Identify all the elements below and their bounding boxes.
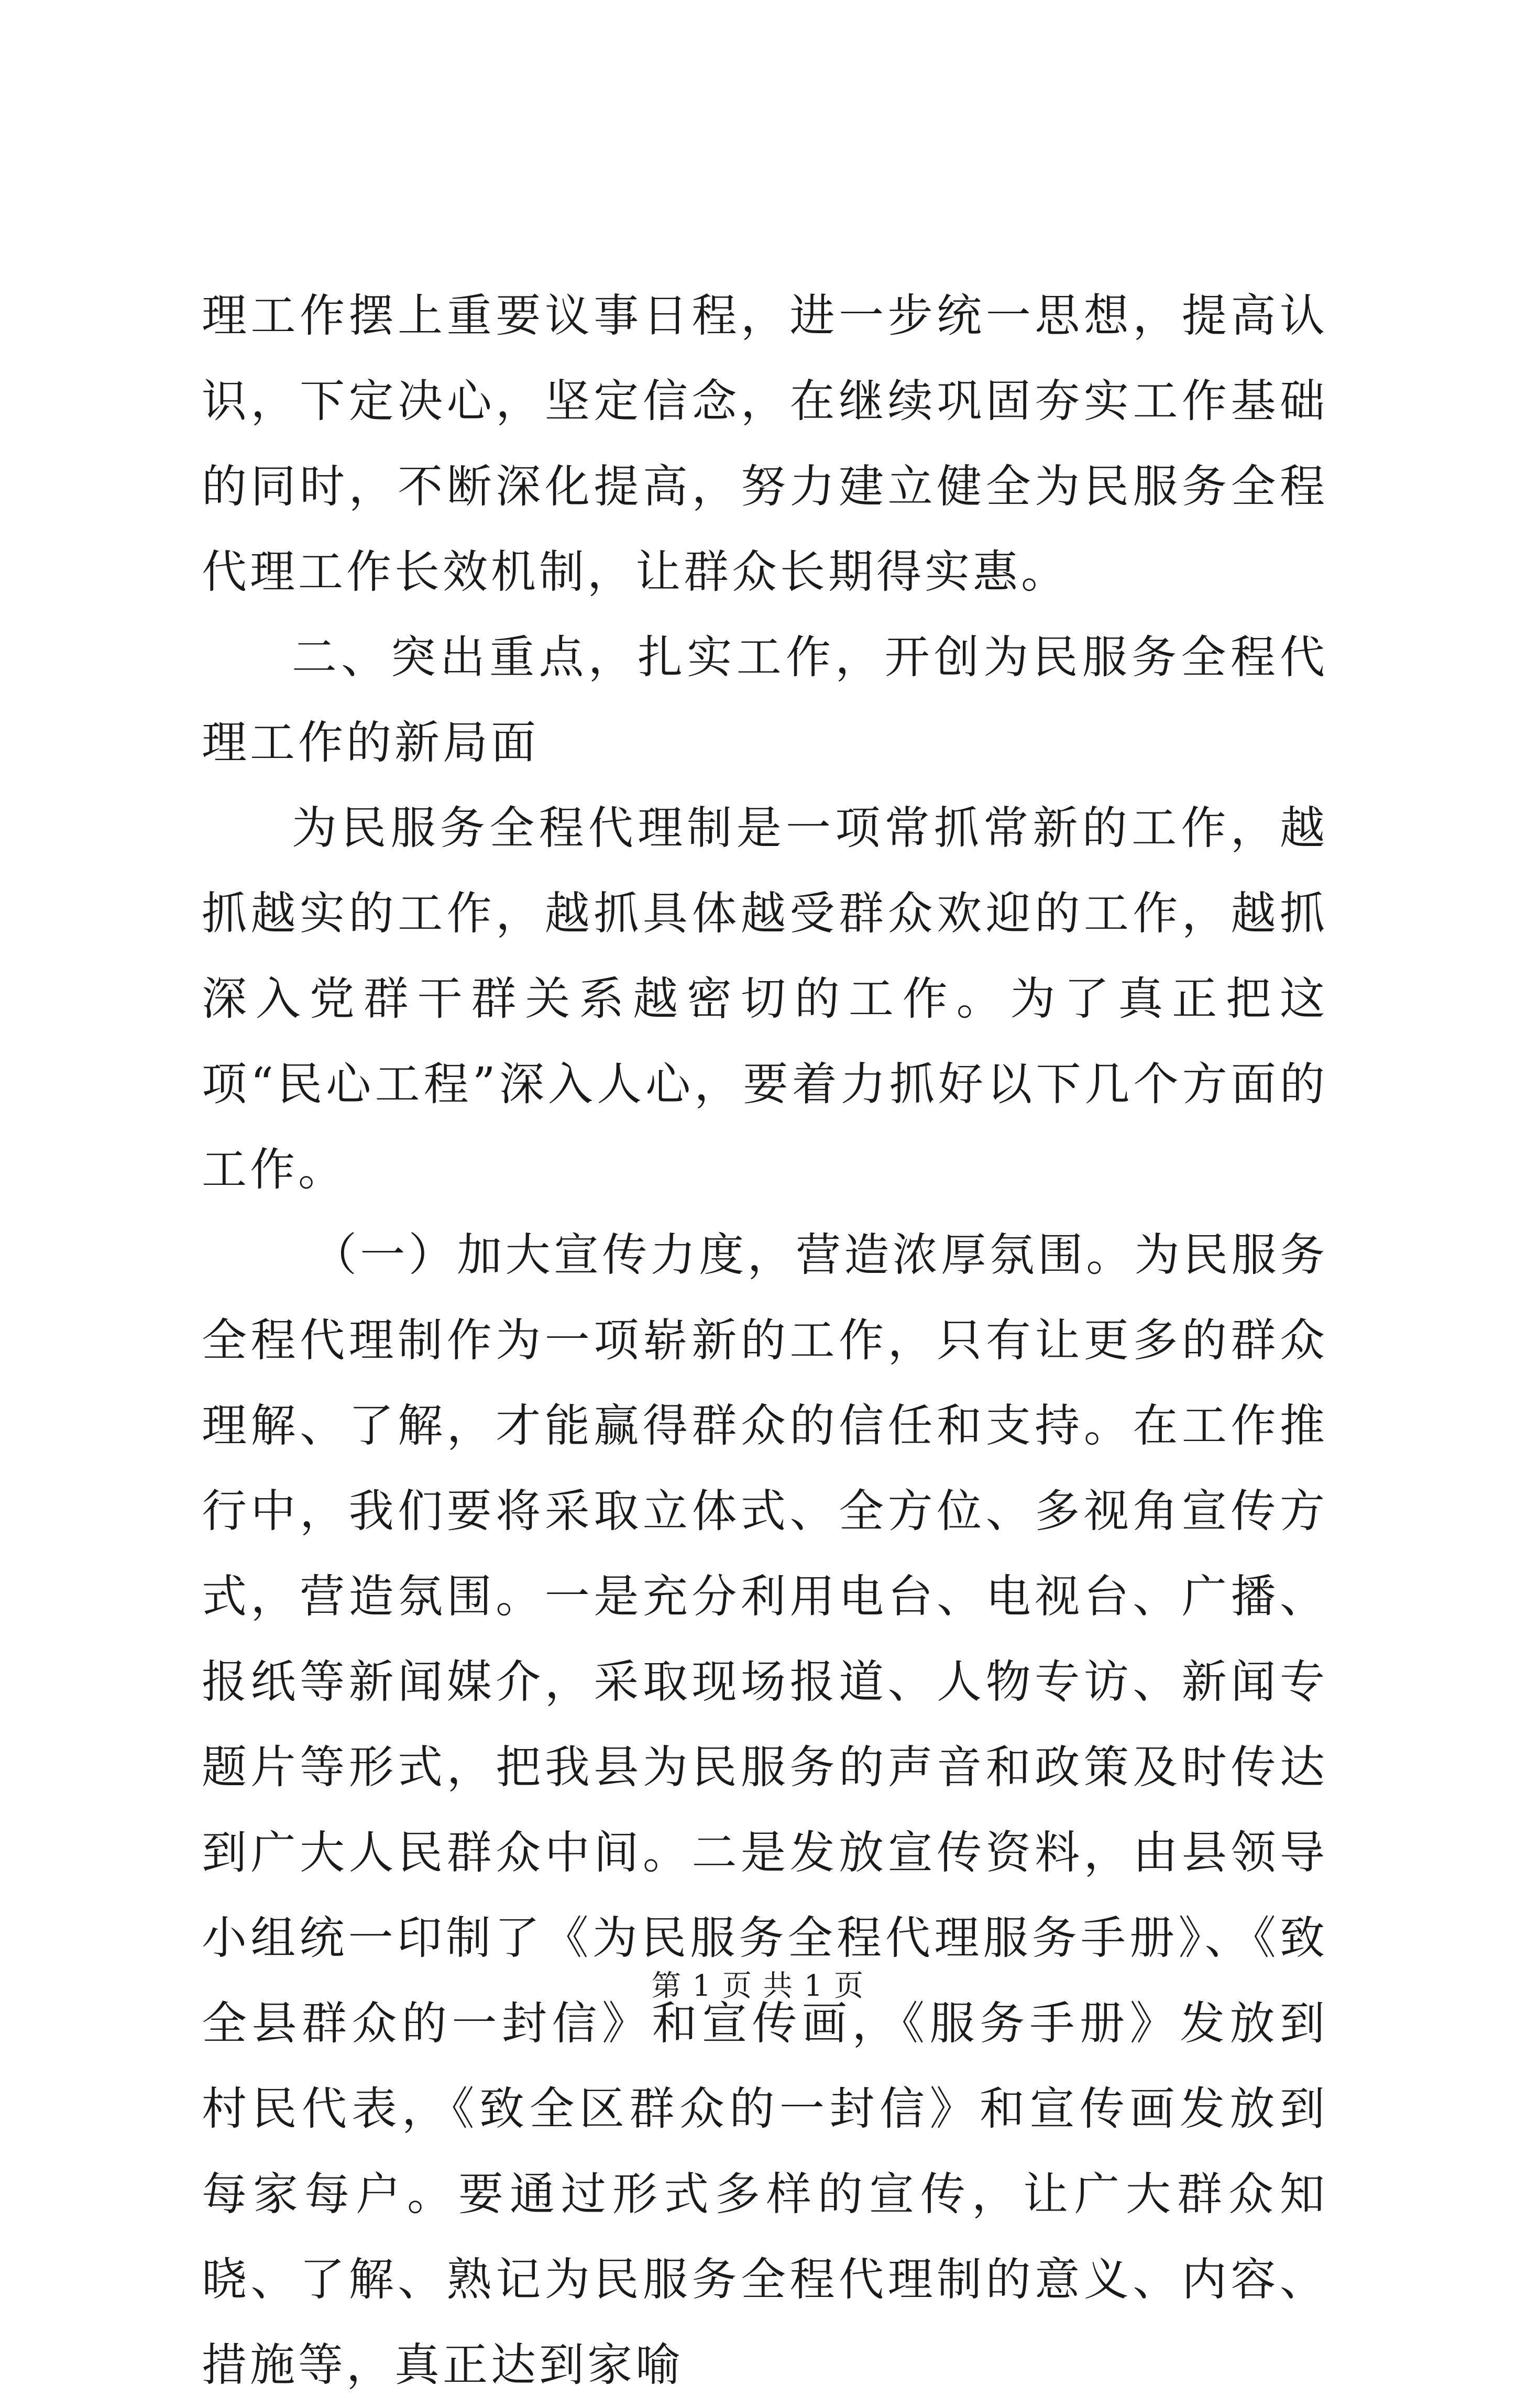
paragraph-subsection-1: （一）加大宣传力度，营造浓厚氛围。为民服务全程代理制作为一项崭新的工作，只有让更多的群众理解、了解，才能赢得群众的信任和支持。在工作推行中，我们要将采取立体式、全方位、多视角宣传方式，营造氛围。一是充分利用电台、电视台、广播、报纸等新闻媒介，采取现场报道、人物专访、新闻专题片等形式，把我县为民服务的声音和政策及时传达到广大人民群众中间。二是发放宣传资料，由县领导小组统一印制了《为民服务全程代理服务手册》、《致全县群众的一封信》和宣传画，《服务手册》发放到村民代表，《致全区群众的一封信》和宣传画发放到每家每户。要通过形式多样的宣传，让广大群众知晓、了解、熟记为民服务全程代理制的意义、内容、措施等，真正达到家喻 bbox=[202, 1229, 1328, 2391]
paragraph-continuation: 理工作摆上重要议事日程，进一步统一思想，提高认识，下定决心，坚定信念，在继续巩固夯实工作基础的同时，不断深化提高，努力建立健全为民服务全程代理工作长效机制，让群众长期得实惠。 bbox=[202, 290, 1328, 598]
document-body bbox=[202, 273, 1328, 2408]
section-heading: 二、突出重点，扎实工作，开创为民服务全程代理工作的新局面 bbox=[202, 631, 1328, 769]
page-footer: 第 1 页 共 1 页 bbox=[651, 1969, 865, 2003]
paragraph-intro: 为民服务全程代理制是一项常抓常新的工作，越抓越实的工作，越抓具体越受群众欢迎的工作，越抓深入党群干群关系越密切的工作。为了真正把这项“民心工程”深入人心，要着力抓好以下几个方面的工作。 bbox=[202, 802, 1328, 1196]
